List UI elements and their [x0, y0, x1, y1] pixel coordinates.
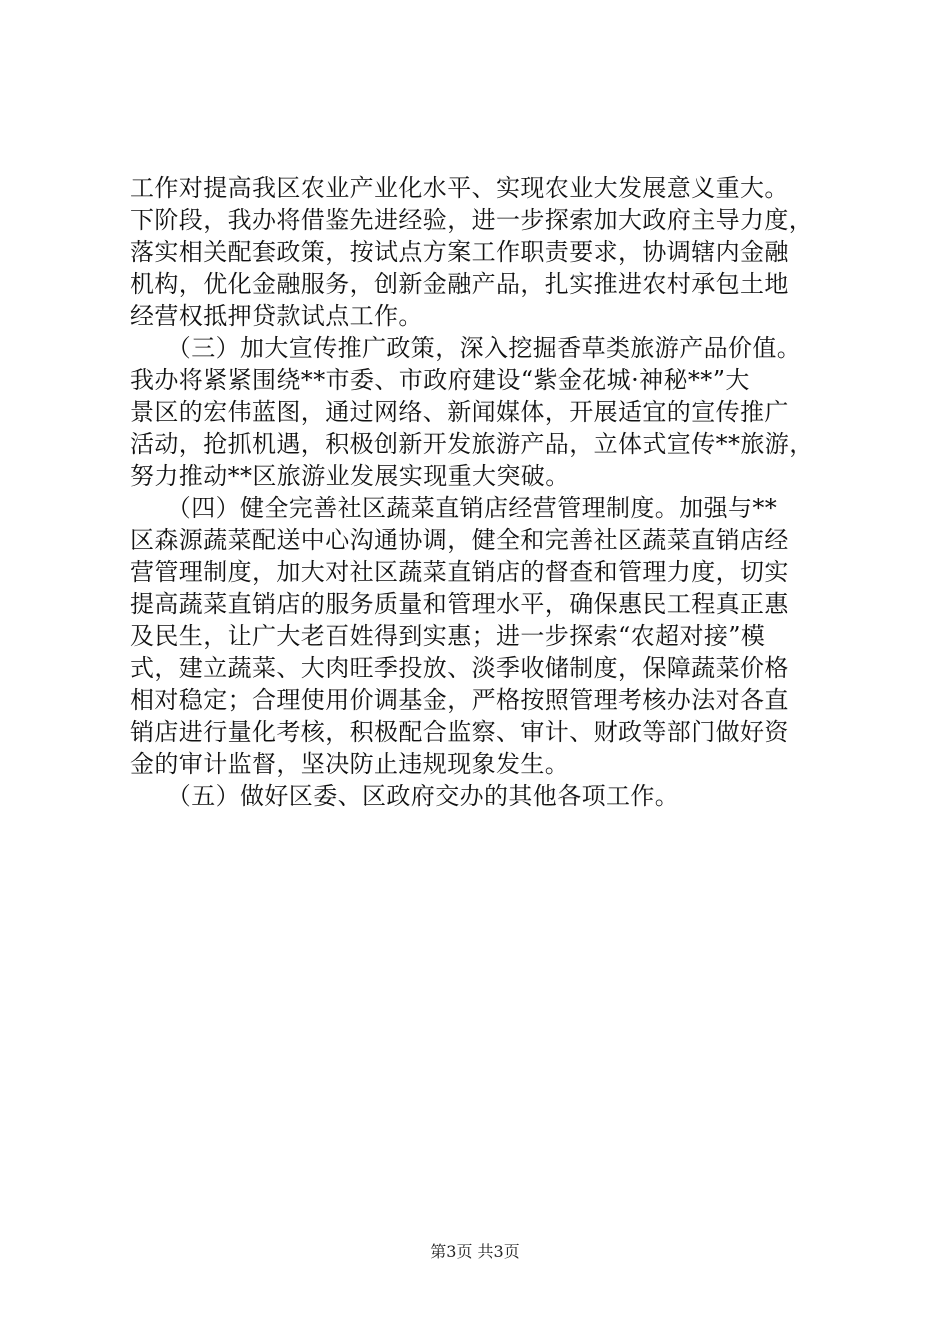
section-five-heading-line: （五）做好区委、区政府交办的其他各项工作。 — [130, 782, 680, 810]
section-four-heading-line: （四）健全完善社区蔬菜直销店经营管理制度。加强与** — [130, 494, 778, 522]
text-line: 及民生，让广大老百姓得到实惠；进一步探索“农超对接”模 — [130, 622, 766, 650]
section-three-heading-line: （三）加大宣传推广政策，深入挖掘香草类旅游产品价值。 — [130, 334, 802, 362]
text-line: 活动，抢抓机遇，积极创新开发旅游产品，立体式宣传**旅游， — [130, 430, 814, 458]
text-line: 下阶段，我办将借鉴先进经验，进一步探索加大政府主导力度， — [130, 206, 814, 234]
page-number-footer: 第3页 共3页 — [430, 1242, 520, 1261]
text-line: 提高蔬菜直销店的服务质量和管理水平，确保惠民工程真正惠 — [130, 590, 789, 618]
text-line: 金的审计监督，坚决防止违规现象发生。 — [130, 750, 570, 778]
text-line: 景区的宏伟蓝图，通过网络、新闻媒体，开展适宜的宣传推广 — [130, 398, 789, 426]
text-line: 销店进行量化考核，积极配合监察、审计、财政等部门做好资 — [130, 718, 789, 746]
document-body — [130, 172, 830, 812]
text-line: 落实相关配套政策，按试点方案工作职责要求，协调辖内金融 — [130, 238, 789, 266]
text-line: 经营权抵押贷款试点工作。 — [130, 302, 423, 330]
text-line: 区森源蔬菜配送中心沟通协调，健全和完善社区蔬菜直销店经 — [130, 526, 789, 554]
text-line: 我办将紧紧围绕**市委、市政府建设“紫金花城·神秘**”大 — [130, 366, 750, 394]
text-line: 机构，优化金融服务，创新金融产品，扎实推进农村承包土地 — [130, 270, 789, 298]
text-line: 工作对提高我区农业产业化水平、实现农业大发展意义重大。 — [130, 174, 789, 202]
text-line: 式，建立蔬菜、大肉旺季投放、淡季收储制度，保障蔬菜价格 — [130, 654, 789, 682]
text-line: 营管理制度，加大对社区蔬菜直销店的督查和管理力度，切实 — [130, 558, 789, 586]
text-line: 努力推动**区旅游业发展实现重大突破。 — [130, 462, 570, 490]
text-line: 相对稳定；合理使用价调基金，严格按照管理考核办法对各直 — [130, 686, 789, 714]
